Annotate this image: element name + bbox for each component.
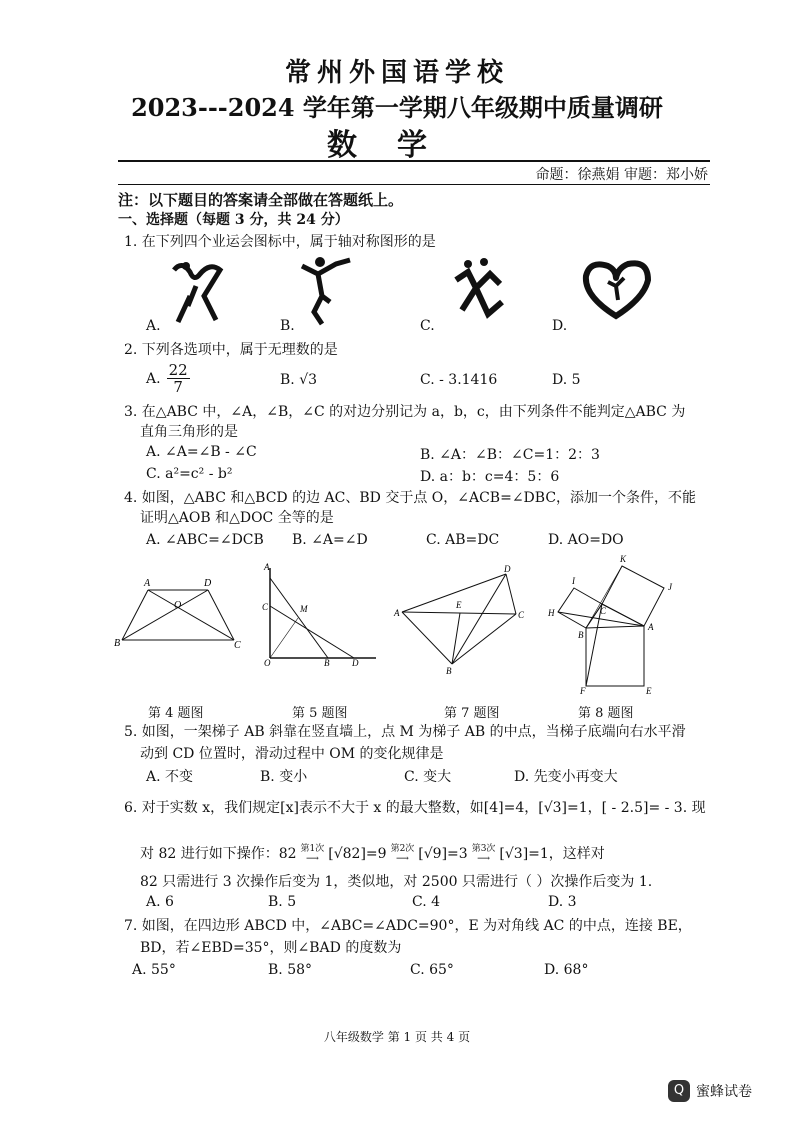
- q1-stem: 1. 在下列四个业运会图标中，属于轴对称图形的是: [124, 234, 436, 250]
- exam-title: 2023---2024 学年第一学期八年级期中质量调研: [131, 93, 663, 122]
- watermark-text: 蜜蜂试卷: [696, 1084, 752, 1100]
- q5-option-a: A. 不变: [146, 769, 194, 785]
- arrow-right-icon: ⟶: [477, 854, 490, 864]
- page-footer: 八年级数学 第 1 页 共 4 页: [323, 1030, 471, 1044]
- q2-option-d: D. 5: [552, 372, 581, 388]
- fig8-label-k: K: [620, 554, 627, 564]
- q6-option-a: A. 6: [146, 894, 174, 910]
- q3-stem-1: 3. 在△ABC 中，∠A，∠B，∠C 的对边分别记为 a，b，c，由下列条件不能判定△ABC 为: [124, 404, 686, 420]
- q2-stem: 2. 下列各选项中，属于无理数的是: [124, 342, 338, 358]
- figure-7-caption: 第 7 题图: [444, 706, 500, 721]
- q1-icon-a: [160, 256, 240, 328]
- q3-option-b: B. ∠A：∠B：∠C=1：2：3: [420, 447, 600, 463]
- fig8-label-c: C: [600, 606, 607, 616]
- q7-option-d: D. 68°: [544, 962, 589, 978]
- q4-option-b: B. ∠A=∠D: [292, 532, 368, 548]
- fig4-label-b: B: [114, 638, 121, 649]
- q1-icon-d: [578, 256, 654, 322]
- q5-option-c: C. 变大: [404, 769, 452, 785]
- watermark-logo-icon: Q: [668, 1080, 690, 1102]
- q7-option-c: C. 65°: [410, 962, 454, 978]
- q2-fraction-num: 22: [168, 361, 188, 379]
- authors: 命题：徐燕娟 审题：郑小娇: [535, 167, 708, 183]
- q2-fraction: [167, 362, 190, 395]
- fig7-label-b: B: [446, 666, 452, 676]
- q6-stem-3: 82 只需进行 3 次操作后变为 1，类似地，对 2500 只需进行（ ）次操作后变为 1.: [140, 874, 653, 890]
- fig7-label-a: A: [394, 608, 400, 618]
- arrow-right-icon: ⟶: [305, 854, 319, 864]
- q1-icon-c: [446, 254, 508, 326]
- q6-step-1: [√82]=9: [328, 846, 387, 862]
- q6-arrow-1-label: 第1次: [300, 844, 325, 854]
- q2-fraction-den: 7: [173, 378, 183, 396]
- header-rule: [118, 160, 710, 162]
- fig5-label-b: B: [324, 658, 330, 668]
- q4-stem-2: 证明△AOB 和△DOC 全等的是: [140, 510, 334, 526]
- fig8-label-f: F: [580, 686, 586, 694]
- q6-stem-1: 6. 对于实数 x，我们规定[x]表示不大于 x 的最大整数，如[4]=4，[√3]=1，[ - 2.5]= - 3. 现: [124, 800, 706, 816]
- figure-7: [390, 564, 530, 676]
- q1-icon-b: [296, 252, 356, 328]
- q6-arrow-1: [301, 844, 325, 864]
- fig7-label-d: D: [504, 564, 511, 574]
- figure-4-caption: 第 4 题图: [148, 706, 204, 721]
- subject-title: 数学: [327, 128, 467, 163]
- q5-option-b: B. 变小: [260, 769, 308, 785]
- figure-8-caption: 第 8 题图: [578, 706, 634, 721]
- fig4-label-a: A: [144, 578, 151, 589]
- fig5-label-m: M: [300, 604, 308, 614]
- q6-option-c: C. 4: [412, 894, 441, 910]
- q3-stem-2: 直角三角形的是: [140, 424, 238, 440]
- q6-stem-2: [140, 844, 605, 864]
- q7-option-b: B. 58°: [268, 962, 313, 978]
- q5-stem-2: 动到 CD 位置时，滑动过程中 OM 的变化规律是: [140, 746, 444, 762]
- school-title: 常州外国语学校: [284, 58, 509, 88]
- fig5-label-o: O: [264, 658, 271, 668]
- note: 注：以下题目的答案请全部做在答题纸上。: [118, 191, 404, 209]
- q6-option-b: B. 5: [268, 894, 297, 910]
- q6-arrow-2-label: 第2次: [390, 844, 415, 854]
- arrow-right-icon: ⟶: [395, 854, 409, 864]
- q6-step-3: [√3]=1，这样对: [499, 846, 605, 862]
- q3-option-d: D. a：b：c=4：5：6: [420, 469, 560, 485]
- fig8-label-i: I: [572, 576, 575, 586]
- fig8-label-a: A: [648, 622, 654, 632]
- fig8-label-j: J: [668, 582, 672, 592]
- q1-option-c: C.: [420, 318, 435, 334]
- q7-stem-2: BD，若∠EBD=35°，则∠BAD 的度数为: [140, 940, 402, 956]
- fig8-label-b: B: [578, 630, 584, 640]
- fig5-label-c: C: [262, 602, 269, 612]
- q3-option-c: C. a²=c² - b²: [146, 466, 233, 482]
- q6-step-2: [√9]=3: [418, 846, 468, 862]
- watermark: [668, 1080, 752, 1102]
- q6-arrow-3: [472, 844, 496, 864]
- q2-option-c: C. - 3.1416: [420, 372, 498, 388]
- q3-option-a: A. ∠A=∠B - ∠C: [146, 444, 257, 460]
- fig5-label-d: D: [352, 658, 359, 668]
- figure-4: [112, 574, 252, 656]
- q5-option-d: D. 先变小再变大: [514, 769, 618, 785]
- q4-option-c: C. AB=DC: [426, 532, 500, 548]
- q6-arrow-2: [391, 844, 415, 864]
- q1-option-a: A.: [146, 318, 161, 334]
- fig7-label-e: E: [456, 600, 462, 610]
- q2-option-a-label: A.: [146, 370, 161, 387]
- q2-option-a: [146, 362, 190, 395]
- fig4-label-d: D: [204, 578, 212, 589]
- q7-option-a: A. 55°: [132, 962, 176, 978]
- q4-option-a: A. ∠ABC=∠DCB: [146, 532, 264, 548]
- fig4-label-c: C: [234, 640, 241, 651]
- fig8-label-h: H: [548, 608, 555, 618]
- q6-stem-2-start: 对 82 进行如下操作：82: [140, 846, 297, 862]
- fig8-label-e: E: [646, 686, 652, 694]
- q5-stem-1: 5. 如图，一架梯子 AB 斜靠在竖直墙上，点 M 为梯子 AB 的中点，当梯子底端向右水平滑: [124, 724, 686, 740]
- fig4-label-o: O: [174, 600, 182, 611]
- figure-8: [544, 552, 684, 694]
- q4-stem-1: 4. 如图，△ABC 和△BCD 的边 AC、BD 交于点 O，∠ACB=∠DBC，添加一个条件，不能: [124, 490, 697, 506]
- figure-5: [258, 560, 382, 670]
- header-rule-thin: [118, 184, 710, 185]
- fig7-label-c: C: [518, 610, 525, 620]
- q4-option-d: D. AO=DO: [548, 532, 624, 548]
- figure-5-caption: 第 5 题图: [292, 706, 348, 721]
- q6-arrow-3-label: 第3次: [471, 844, 496, 854]
- q7-stem-1: 7. 如图，在四边形 ABCD 中，∠ABC=∠ADC=90°，E 为对角线 AC 的中点，连接 BE，: [124, 918, 692, 934]
- q1-option-b: B.: [280, 318, 295, 334]
- q6-option-d: D. 3: [548, 894, 577, 910]
- fig5-label-a: A: [264, 562, 270, 572]
- q1-option-d: D.: [552, 318, 568, 334]
- section-heading: 一、选择题（每题 3 分，共 24 分）: [118, 212, 349, 228]
- q2-option-b: B. √3: [280, 372, 318, 388]
